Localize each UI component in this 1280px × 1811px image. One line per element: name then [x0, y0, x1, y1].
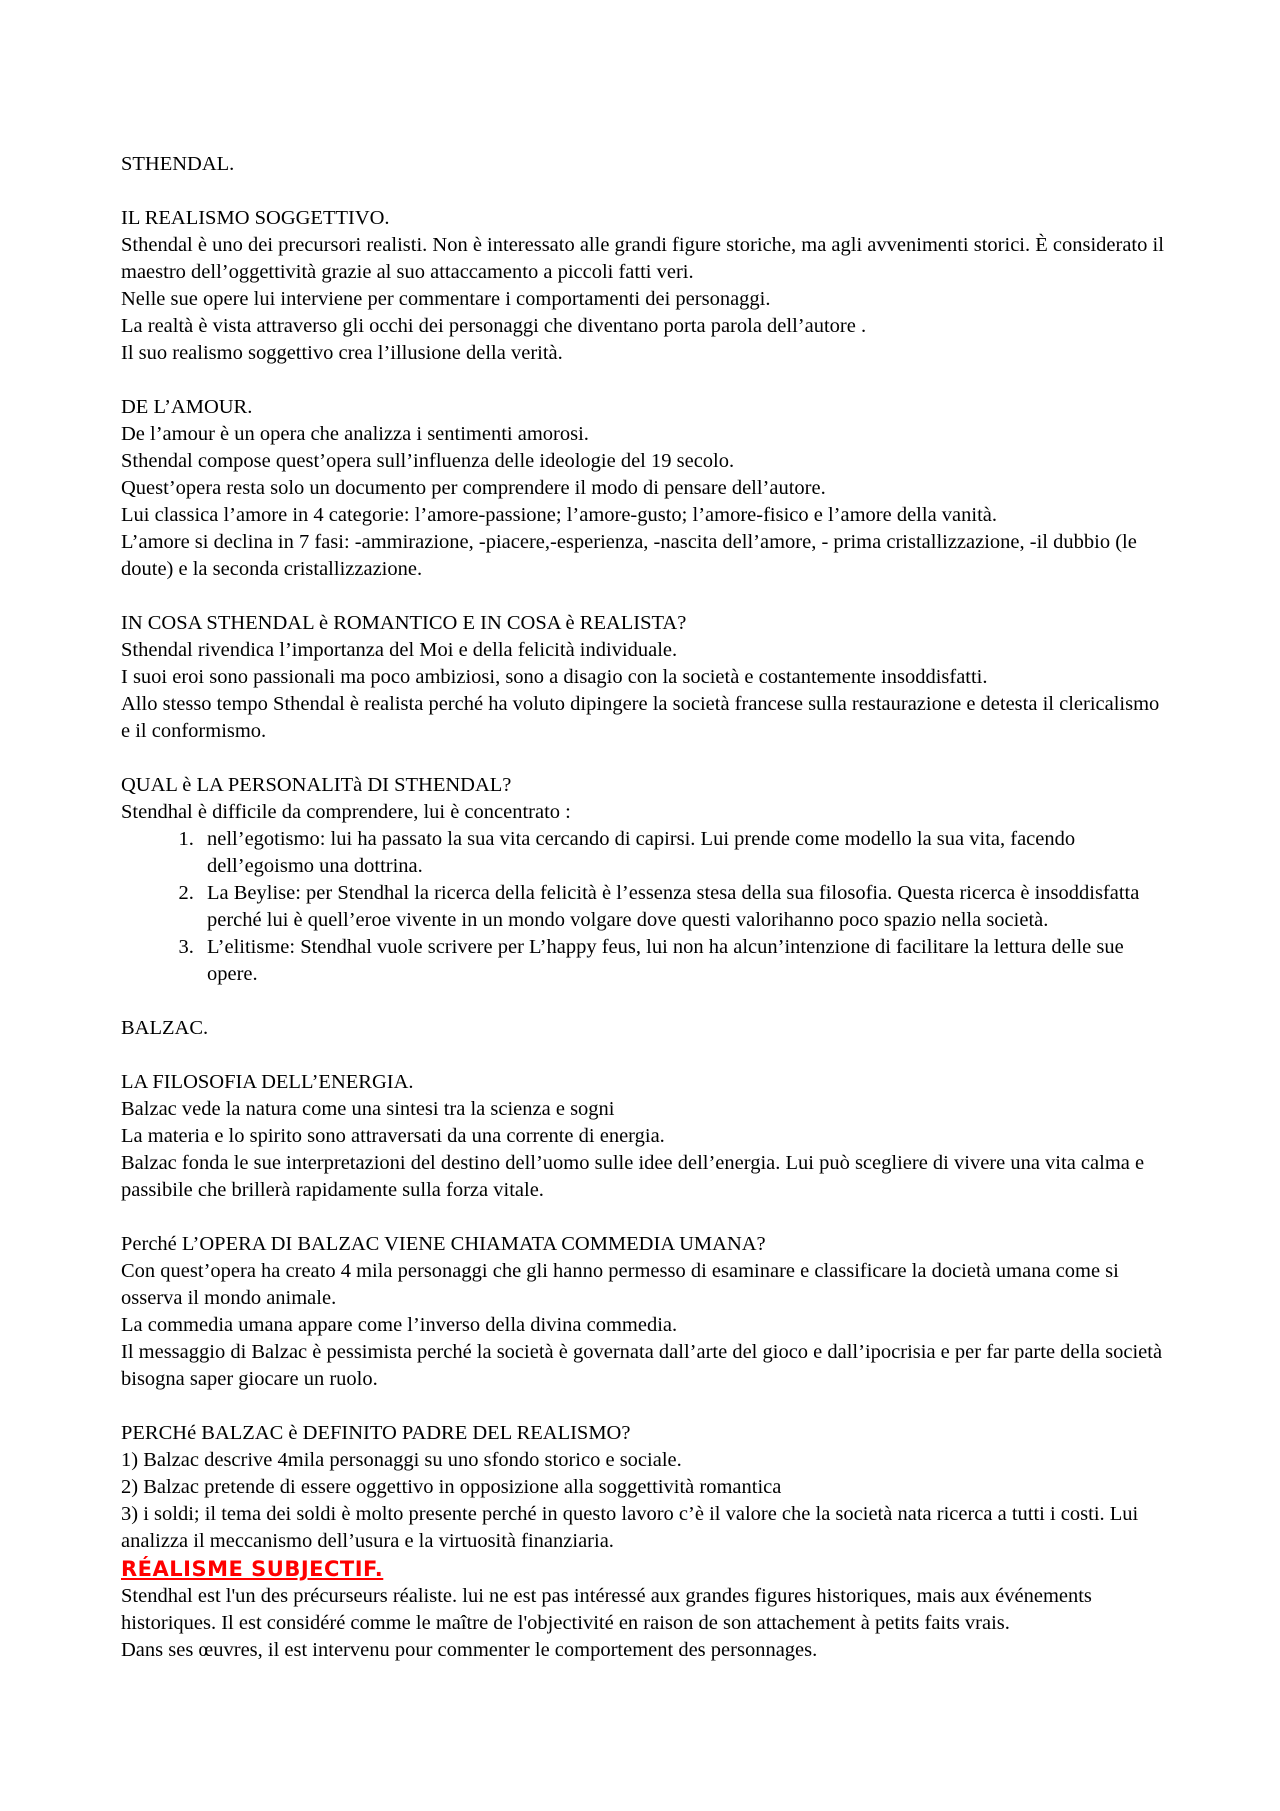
paragraph: Allo stesso tempo Sthendal è realista perché ha voluto dipingere la società francese sulla restaurazione e detesta il clericalismo e il conformismo.	[121, 693, 1160, 742]
paragraph: La commedia umana appare come l’inverso della divina commedia.	[121, 1314, 678, 1336]
heading-commedia-umana: Perché L’OPERA DI BALZAC VIENE CHIAMATA COMMEDIA UMANA?	[121, 1233, 766, 1255]
heading-padre-realismo: PERCHé BALZAC è DEFINITO PADRE DEL REALISMO?	[121, 1422, 631, 1444]
paragraph: Lui classica l’amore in 4 categorie: l’amore-passione; l’amore-gusto; l’amore-fisico e l’amore della vanità.	[121, 504, 998, 526]
paragraph: Il suo realismo soggettivo crea l’illusione della verità.	[121, 342, 563, 364]
list-item: 3. L’elitisme: Stendhal vuole scrivere per L’happy feus, lui non ha alcun’intenzione di facilitare la lettura delle sue opere.	[199, 934, 1171, 988]
paragraph: 2) Balzac pretende di essere oggettivo in opposizione alla soggettività romantica	[121, 1476, 782, 1498]
list-item: 2. La Beylise: per Stendhal la ricerca della felicità è l’essenza stesa della sua filosofia. Questa ricerca è insoddisfatta perché lui è quell’eroe vivente in un mondo volgare dove questi valorihanno poco spazio nella società.	[199, 880, 1171, 934]
paragraph: Sthendal rivendica l’importanza del Moi e della felicità individuale.	[121, 639, 678, 661]
paragraph: Il messaggio di Balzac è pessimista perché la società è governata dall’arte del gioco e dall’ipocrisia e per far parte della società bisogna saper giocare un ruolo.	[121, 1341, 1163, 1390]
paragraph: 1) Balzac descrive 4mila personaggi su uno sfondo storico e sociale.	[121, 1449, 682, 1471]
paragraph: La materia e lo spirito sono attraversati da una corrente di energia.	[121, 1125, 665, 1147]
heading-personalita: QUAL è LA PERSONALITà DI STHENDAL?	[121, 774, 512, 796]
heading-romantico-realista: IN COSA STHENDAL è ROMANTICO E IN COSA è REALISTA?	[121, 612, 687, 634]
paragraph: La realtà è vista attraverso gli occhi dei personaggi che diventano porta parola dell’autore .	[121, 315, 867, 337]
paragraph: I suoi eroi sono passionali ma poco ambiziosi, sono a disagio con la società e costantemente insoddisfatti.	[121, 666, 988, 688]
heading-realisme-subjectif: RÉALISME SUBJECTIF.	[121, 1557, 384, 1581]
paragraph: Stendhal è difficile da comprendere, lui è concentrato :	[121, 801, 571, 823]
paragraph: Balzac fonda le sue interpretazioni del destino dell’uomo sulle idee dell’energia. Lui può scegliere di vivere una vita calma e passibile che brillerà rapidamente sulla forza vitale.	[121, 1152, 1145, 1201]
paragraph: Sthendal è uno dei precursori realisti. Non è interessato alle grandi figure storiche, ma agli avvenimenti storici. È considerato il maestro dell’oggettività grazie al suo attaccamento a piccoli fatti veri.	[121, 234, 1164, 283]
heading-filosofia-energia: LA FILOSOFIA DELL’ENERGIA.	[121, 1071, 414, 1093]
paragraph: Stendhal est l'un des précurseurs réaliste. lui ne est pas intéressé aux grandes figures historiques, mais aux événements historiques. Il est considéré comme le maître de l'objectivité en raison de son attachement à petits faits vrais.	[121, 1585, 1092, 1634]
paragraph: Dans ses œuvres, il est intervenu pour commenter le comportement des personnages.	[121, 1639, 818, 1661]
paragraph: Sthendal compose quest’opera sull’influenza delle ideologie del 19 secolo.	[121, 450, 735, 472]
paragraph: L’amore si declina in 7 fasi: -ammirazione, -piacere,-esperienza, -nascita dell’amore, - prima cristallizzazione, -il dubbio (le doute) e la seconda cristallizzazione.	[121, 531, 1137, 580]
paragraph: 3) i soldi; il tema dei soldi è molto presente perché in questo lavoro c’è il valore che la società nata ricerca a tutti i costi. Lui analizza il meccanismo dell’usura e la virtuosità finanziaria.	[121, 1503, 1139, 1552]
paragraph: Nelle sue opere lui interviene per commentare i comportamenti dei personaggi.	[121, 288, 771, 310]
section-title-stendhal: STHENDAL.	[121, 153, 235, 175]
section-title-balzac: BALZAC.	[121, 1017, 209, 1039]
list-item: 1. nell’egotismo: lui ha passato la sua vita cercando di capirsi. Lui prende come modello la sua vita, facendo dell’egoismo una dottrina.	[199, 826, 1171, 880]
document-body	[121, 151, 1171, 1664]
heading-realismo-soggettivo: IL REALISMO SOGGETTIVO.	[121, 207, 390, 229]
paragraph: Balzac vede la natura come una sintesi tra la scienza e sogni	[121, 1098, 615, 1120]
numbered-list	[121, 826, 1171, 988]
paragraph: Quest’opera resta solo un documento per comprendere il modo di pensare dell’autore.	[121, 477, 826, 499]
paragraph: De l’amour è un opera che analizza i sentimenti amorosi.	[121, 423, 589, 445]
paragraph: Con quest’opera ha creato 4 mila personaggi che gli hanno permesso di esaminare e classificare la docietà umana come si osserva il mondo animale.	[121, 1260, 1119, 1309]
heading-de-lamour: DE L’AMOUR.	[121, 396, 253, 418]
